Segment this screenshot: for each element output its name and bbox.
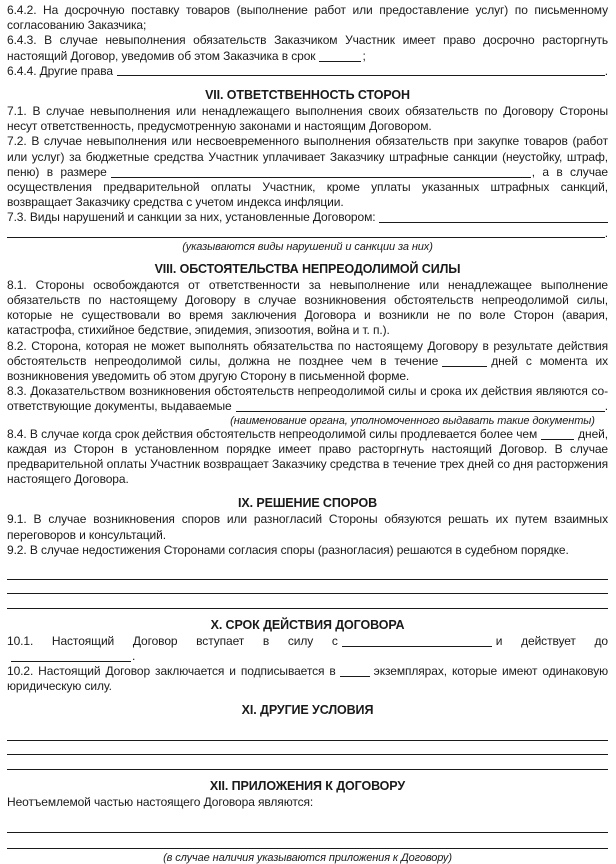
caption-annexes: (в случае наличия указываются приложения к Договору) [163,852,452,864]
section-vii-heading: VII. ОТВЕТСТВЕННОСТЬ СТОРОН [205,88,410,103]
clause-8-2-text-after: дней с момента их возникновения уведомить об этом другую Сторону в письменной форме. [7,353,608,384]
section-xi-heading: XI. ДРУГИЕ УСЛОВИЯ [241,703,374,718]
clause-6-4-2: 6.4.2. На досрочную поставку товаров (выполнение работ или предоставление услуг) по письменному согласованию Заказчика; [7,3,608,33]
clause-7-2 [7,134,608,210]
clause-10-2 [7,664,608,694]
clause-8-3-line-2 [7,399,608,414]
clause-8-4-text-after: дней, каждая из Сторон в установленном порядке имеет право расторгнуть настоящий Договор. В случае предварительной оплаты Участник возвращает Заказчику средства в течение трех дней со дня расторжения настоящего Договора. [7,426,608,487]
clause-7-3-continuation [7,226,608,241]
clause-10-2-text-after: экземплярах, которые имеют одинаковую юридическую силу. [7,664,608,694]
clause-6-4-4-label: 6.4.4. Другие права [7,63,113,78]
clause-8-4-text: 8.4. В случае когда срок действия обстоятельств непреодолимой силы продлевается более чем [7,426,538,441]
blank-field-termination-notice-period [319,52,361,62]
clause-7-2-text: 7.2. В случае невыполнения или несвоевременного выполнения обязательств при закупке товаров (работ или услуг) за бюджетные средства Участник уплачивает Заказчику штрафные санкции (неустойку, штраф, пеню) в размере [7,134,608,179]
clause-10-2-text: 10.2. Настоящий Договор заключается и подписывается в [7,664,336,678]
section-viii-heading: VIII. ОБСТОЯТЕЛЬСТВА НЕПРЕОДОЛИМОЙ СИЛЫ [154,261,461,276]
clause-9-1: 9.1. В случае возникновения споров или разногласий Стороны обязуются решать их путем взаимных переговоров и консультаций. [7,512,608,542]
spacer [7,558,608,564]
clause-8-3-punct: . [604,399,608,414]
clause-8-2-text: 8.2. Сторона, которая не может выполнять обязательства по настоящему Договору в результате действия обстоятельств непреодолимой силы, должна не позднее чем в течение [7,338,608,368]
clause-6-4-3-text: 6.4.3. В случае невыполнения обязательств Заказчиком Участник имеет право досрочно расторгнуть настоящий Договор, уведомив об этом Заказчика в срок [7,33,608,63]
blank-line [7,741,608,756]
blank-field-violations-line-2 [7,226,605,238]
clause-6-4-3-punct: ; [362,48,366,63]
clause-7-1: 7.1. В случае невыполнения или ненадлежащего выполнения своих обязательств по Договору Стороны несут ответственность, предусмотренную законами и настоящим Договором. [7,104,608,134]
blank-line [7,594,608,609]
spacer [7,810,608,816]
blank-field-notification-days [442,357,487,367]
clause-7-3 [7,210,608,225]
blank-line [7,726,608,741]
blank-field-force-majeure-days [541,430,574,440]
clause-8-1: 8.1. Стороны освобождаются от ответственности за невыполнение или ненадлежащее выполнение обязательств по настоящему Договору в случае возникновения обстоятельств непреодолимой силы, которые не существовали во время заключения Договора и возникли не по воле Сторон (авария, катастрофа, стихийное бедствие, эпидемия, эпизоотия, война и т. п.). [7,277,608,338]
blank-lines-disputes [7,565,608,609]
blank-line [7,755,608,770]
blank-line [7,565,608,580]
clause-9-2: 9.2. В случае недостижения Сторонами согласия споры (разногласия) решаются в судебном порядке. [7,542,569,557]
blank-field-copies-count [340,667,370,677]
blank-field-issuing-authority [236,399,605,411]
clause-7-2-text-after: , а в случае осуществления предварительной оплаты Участник, кроме уплаты указанных штрафных санкций, возвращает Заказчику средства с учетом индекса инфляции. [7,164,608,210]
clause-8-3-line-1: 8.3. Доказательством возникновения обстоятельств непреодолимой силы и срока их действия являются со- [7,384,608,399]
clause-7-3-punct: . [604,225,608,240]
section-xii-heading: XII. ПРИЛОЖЕНИЯ К ДОГОВОРУ [209,778,406,793]
blank-field-expiry-date [11,652,131,662]
clause-10-1-text-mid: и действует до [495,633,608,648]
blank-line [7,833,608,849]
section-x-heading: X. СРОК ДЕЙСТВИЯ ДОГОВОРА [210,617,405,632]
section-ix-heading: IX. РЕШЕНИЕ СПОРОВ [237,496,377,511]
clause-6-4-4 [7,64,608,79]
clause-6-4-4-punct: . [604,63,608,78]
blank-field-penalty-amount [111,168,531,178]
clause-12-intro: Неотъемлемой частью настоящего Договора являются: [7,794,314,809]
blank-line [7,817,608,833]
blank-line [7,580,608,595]
blank-lines-other-conditions [7,726,608,770]
blank-field-other-rights [117,64,605,76]
caption-violations: (указываются виды нарушений и санкции за них) [182,240,433,253]
clause-10-1-text: 10.1. Настоящий Договор вступает в силу с [7,633,338,648]
spacer [7,719,608,725]
blank-field-violations-line-1 [379,210,608,222]
blank-lines-annexes [7,817,608,849]
clause-10-1-punct: . [132,648,136,663]
clause-6-4-3 [7,33,608,63]
clause-8-2 [7,339,608,385]
clause-7-3-label: 7.3. Виды нарушений и санкции за них, установленные Договором: [7,210,376,225]
caption-issuing-authority: (наименование органа, уполномоченного выдавать такие документы) [230,414,595,427]
clause-8-4 [7,427,608,488]
clause-8-3-label: ответствующие документы, выдаваемые [7,399,232,414]
blank-field-effective-date [342,637,492,647]
clause-10-1 [7,634,608,664]
